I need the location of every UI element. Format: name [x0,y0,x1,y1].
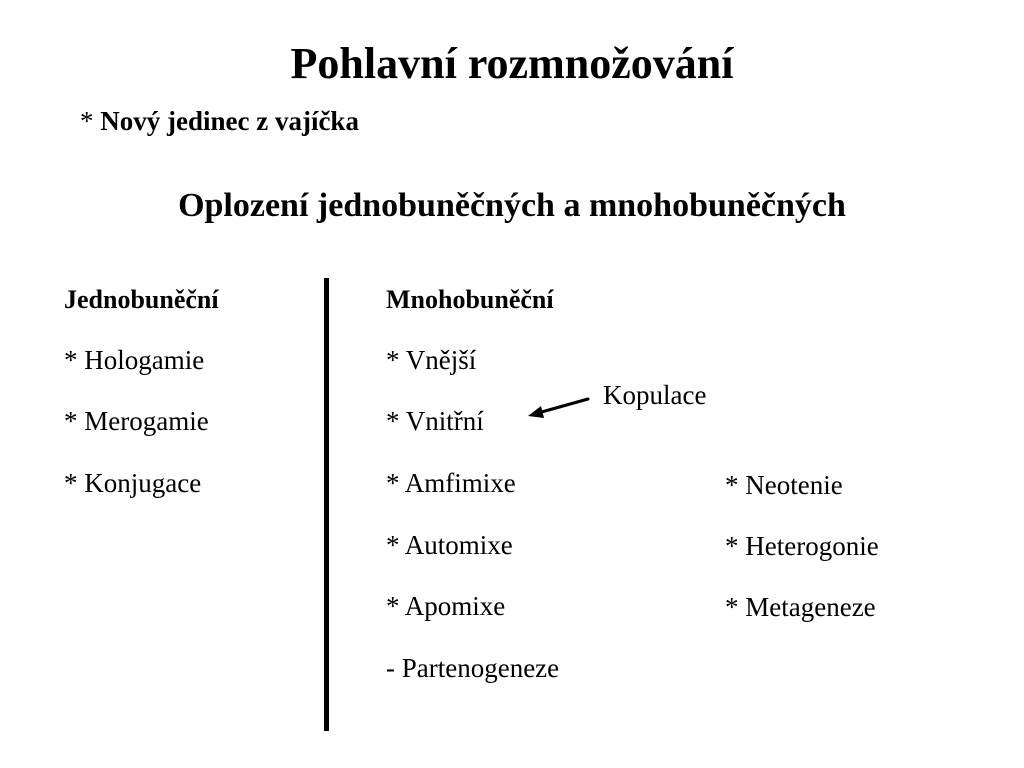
right-item-metageneze: * Metageneze [725,592,876,622]
middle-item-apomixe: * Apomixe [386,591,506,621]
left-item-merogamie: * Merogamie [64,406,209,436]
right-item-heterogonie: * Heterogonie [725,531,879,561]
right-item-neotenie: * Neotenie [725,470,843,500]
middle-column-heading: Mnohobuněční [386,285,554,314]
slide-title: Pohlavní rozmnožování [290,39,734,88]
left-item-konjugace: * Konjugace [64,468,202,498]
arrow-icon [524,394,594,424]
annotation-kopulace: Kopulace [603,380,707,410]
middle-item-vnejsi: * Vnější [386,345,477,375]
middle-item-vnitrni: * Vnitřní [386,406,484,436]
column-divider [324,278,329,731]
subpoint-bullet: * [80,106,101,136]
middle-item-amfimixe: * Amfimixe [386,468,516,498]
subpoint [80,104,359,138]
subpoint-text: Nový jedinec z vajíčka [100,106,359,136]
left-column-heading: Jednobuněční [64,285,219,314]
middle-item-partenogeneze: - Partenogeneze [386,653,560,683]
left-item-hologamie: * Hologamie [64,345,205,375]
middle-item-automixe: * Automixe [386,530,513,560]
section-heading: Oplození jednobuněčných a mnohobuněčných [178,187,846,224]
